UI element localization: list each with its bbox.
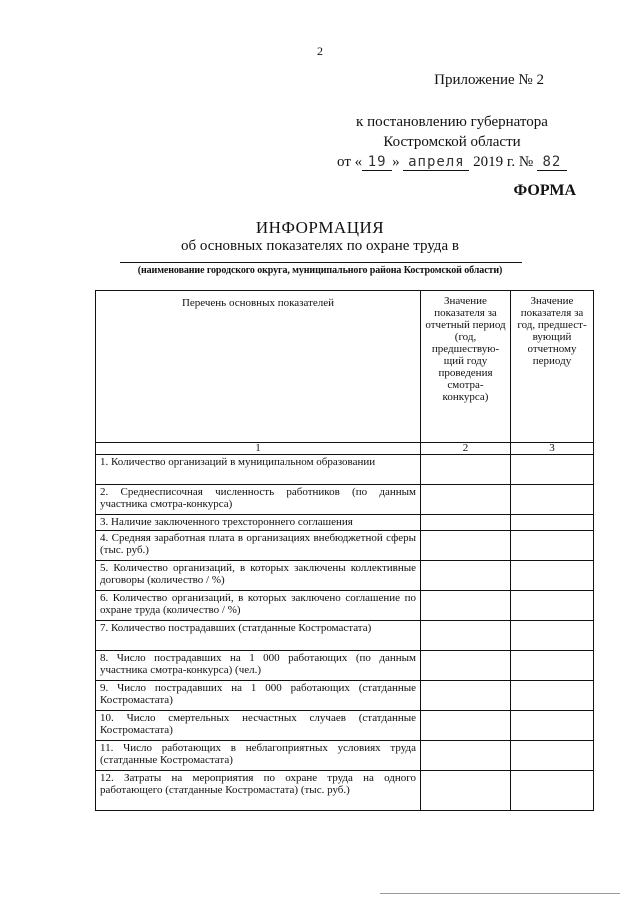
table-row: [96, 561, 594, 591]
value-cell-previous[interactable]: [511, 531, 594, 561]
value-cell-reporting[interactable]: [421, 561, 511, 591]
decree-date-line: [332, 152, 572, 172]
row-label: 6. Количество организаций, в которых заключено соглашение по охране труда (количество / %): [96, 591, 421, 621]
value-cell-reporting[interactable]: [421, 455, 511, 485]
decree-reference: [332, 112, 572, 172]
document-subtitle: об основных показателях по охране труда в: [181, 238, 459, 254]
row-label: 12. Затраты на мероприятия по охране труда на одного работающего (статданные Костромастата) (тыс. руб.): [96, 771, 421, 811]
decree-number: 82: [537, 154, 567, 171]
row-label: 11. Число работающих в неблагоприятных условиях труда (статданные Костромастата): [96, 741, 421, 771]
table-row: [96, 711, 594, 741]
indicators-table: [95, 290, 594, 811]
row-label: 8. Число пострадавших на 1 000 работающих (по данным участника смотра-конкурса) (чел.): [96, 651, 421, 681]
table-row: [96, 515, 594, 531]
header-previous-period: Значение показателя за год, предшест-вующий отчетному периоду: [511, 291, 594, 443]
value-cell-previous[interactable]: [511, 621, 594, 651]
table-row: [96, 455, 594, 485]
name-underline: [120, 262, 522, 263]
table-row: [96, 681, 594, 711]
column-number: 1: [96, 443, 421, 455]
value-cell-reporting[interactable]: [421, 741, 511, 771]
row-label: 1. Количество организаций в муниципальном образовании: [96, 455, 421, 485]
value-cell-previous[interactable]: [511, 485, 594, 515]
value-cell-previous[interactable]: [511, 681, 594, 711]
page-footer-rule: [380, 893, 620, 894]
table-row: [96, 771, 594, 811]
value-cell-previous[interactable]: [511, 711, 594, 741]
value-cell-reporting[interactable]: [421, 621, 511, 651]
table-row: [96, 621, 594, 651]
name-caption: (наименование городского округа, муниципального района Костромской области): [137, 265, 503, 276]
value-cell-reporting[interactable]: [421, 771, 511, 811]
table-row: [96, 591, 594, 621]
decree-line-2: Костромской области: [383, 134, 521, 150]
row-label: 3. Наличие заключенного трехстороннего соглашения: [96, 515, 421, 531]
table-row: [96, 741, 594, 771]
table-row: [96, 485, 594, 515]
value-cell-previous[interactable]: [511, 561, 594, 591]
header-indicators: Перечень основных показателей: [96, 291, 421, 443]
row-label: 7. Количество пострадавших (статданные Костромастата): [96, 621, 421, 651]
value-cell-reporting[interactable]: [421, 591, 511, 621]
decree-year: 2019 г. №: [473, 154, 534, 170]
document-title: ИНФОРМАЦИЯ: [255, 218, 385, 237]
page-number: 2: [317, 44, 323, 58]
value-cell-reporting[interactable]: [421, 681, 511, 711]
decree-line-1: к постановлению губернатора: [356, 114, 548, 130]
header-reporting-period: Значение показателя за отчетный период (год, предшествую-щий году проведения смотра-конкурса): [421, 291, 511, 443]
value-cell-previous[interactable]: [511, 455, 594, 485]
row-label: 9. Число пострадавших на 1 000 работающих (статданные Костромастата): [96, 681, 421, 711]
form-label: ФОРМА: [513, 182, 576, 199]
table-row: [96, 531, 594, 561]
column-number-row: [96, 443, 594, 455]
column-number: 2: [421, 443, 511, 455]
decree-day: 19: [362, 154, 392, 171]
value-cell-reporting[interactable]: [421, 515, 511, 531]
value-cell-previous[interactable]: [511, 771, 594, 811]
value-cell-previous[interactable]: [511, 651, 594, 681]
row-label: 5. Количество организаций, в которых заключены коллективные договоры (количество / %): [96, 561, 421, 591]
decree-month: апреля: [403, 154, 469, 171]
table-header-row: [96, 291, 594, 443]
value-cell-reporting[interactable]: [421, 485, 511, 515]
column-number: 3: [511, 443, 594, 455]
value-cell-previous[interactable]: [511, 515, 594, 531]
date-prefix: от «: [337, 154, 363, 170]
value-cell-previous[interactable]: [511, 591, 594, 621]
value-cell-reporting[interactable]: [421, 711, 511, 741]
date-mid: »: [392, 154, 400, 170]
row-label: 10. Число смертельных несчастных случаев (статданные Костромастата): [96, 711, 421, 741]
value-cell-reporting[interactable]: [421, 531, 511, 561]
value-cell-reporting[interactable]: [421, 651, 511, 681]
appendix-label: Приложение № 2: [434, 72, 544, 88]
table-row: [96, 651, 594, 681]
value-cell-previous[interactable]: [511, 741, 594, 771]
row-label: 2. Среднесписочная численность работников (по данным участника смотра-конкурса): [96, 485, 421, 515]
row-label: 4. Средняя заработная плата в организациях внебюджетной сферы (тыс. руб.): [96, 531, 421, 561]
